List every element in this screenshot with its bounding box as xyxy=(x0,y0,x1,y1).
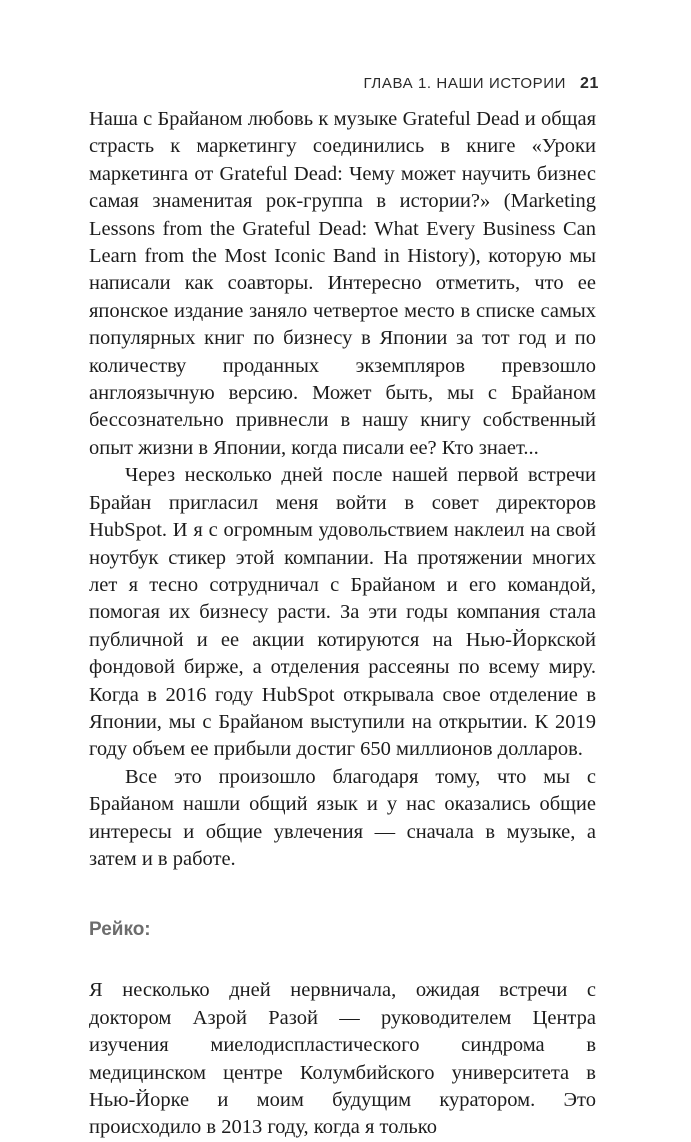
running-header xyxy=(364,75,599,93)
section-paragraph: Я несколько дней нервничала, ожидая встречи с доктором Азрой Разой — руководителем Центра изучения миелодиспластического синдрома в медицинском центре Колумбийского университета в Нью-Йорке и моим будущим куратором. Это происходило в 2013 году, когда я только xyxy=(89,979,596,1139)
paragraph-2: Через несколько дней после нашей первой встречи Брайан пригласил меня войти в совет директоров HubSpot. И я с огромным удовольствием наклеил на свой ноутбук стикер этой компании. На протяжении многих лет я тесно сотрудничал с Брайаном и его командой, помогая их бизнесу расти. За эти годы компания стала публичной и ее акции котируются на Нью-Йоркской фондовой бирже, а отделения рассеяны по всему миру. Когда в 2016 году HubSpot открывала свое отделение в Японии, мы с Брайаном выступили на открытии. К 2019 году объем ее прибыли достиг 650 миллионов долларов. xyxy=(89,464,596,761)
main-text xyxy=(89,106,596,1142)
chapter-title: ГЛАВА 1. НАШИ ИСТОРИИ xyxy=(363,75,566,92)
page-number: 21 xyxy=(580,75,599,92)
paragraph-3: Все это произошло благодаря тому, что мы с Брайаном нашли общий язык и у нас оказались общие интересы и общие увлечения — сначала в музыке, а затем и в работе. xyxy=(89,765,596,870)
section-heading: Рейко: xyxy=(89,919,151,941)
paragraph-1: Наша с Брайаном любовь к музыке Grateful Dead и общая страсть к маркетингу соединились в книге «Уроки маркетинга от Grateful Dead: Чему может научить бизнес самая знаменитая рок-группа в истории?» (Marketing Lessons from the Grateful Dead: What Every Business Can Learn from the Most Iconic Band in History), которую мы написали как соавторы. Интересно отметить, что ее японское издание заняло четвертое место в списке самых популярных книг по бизнесу в Японии за тот год и по количеству проданных экземпляров превзошло англоязычную версию. Может быть, мы с Брайаном бессознательно привнесли в нашу книгу собственный опыт жизни в Японии, когда писали ее? Кто знает... xyxy=(89,108,596,459)
